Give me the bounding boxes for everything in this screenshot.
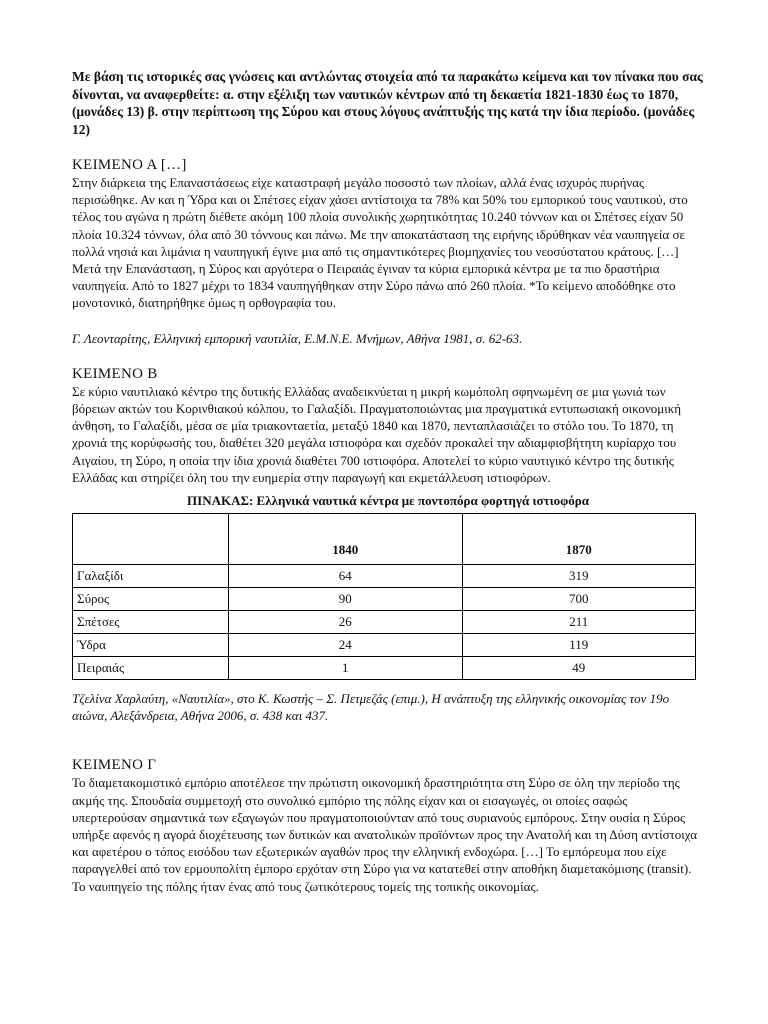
exam-question: Με βάση τις ιστορικές σας γνώσεις και αντλώντας στοιχεία από τα παρακάτω κείμενα και τον πίνακα που σας δίνονται, να αναφερθείτε: α. στην εξέλιξη των ναυτικών κέντρων από τη δεκαετία 1821-1830 έως το 1870, (μονάδες 13) β. στην περίπτωση της Σύρου και στους λόγους ανάπτυξής της κατά την ίδια περίοδο. (μονάδες 12) bbox=[72, 69, 703, 137]
text-c-section bbox=[72, 756, 704, 894]
table-row bbox=[73, 634, 696, 657]
table-cell-1840: 90 bbox=[229, 588, 463, 611]
text-c-title: ΚΕΙΜΕΝΟ Γ bbox=[72, 757, 157, 774]
table-cell-1840: 24 bbox=[229, 634, 463, 657]
table-cell-1870: 49 bbox=[462, 657, 696, 680]
table-row bbox=[73, 588, 696, 611]
naval-centers-table bbox=[72, 513, 696, 680]
table-cell-1840: 26 bbox=[229, 611, 463, 634]
text-c-body: Το διαμετακομιστικό εμπόριο αποτέλεσε την πρώτιστη οικονομική δραστηριότητα στη Σύρο σε όλη την περίοδο της ακμής της. Σπουδαία συμμετοχή στο συνολικό εμπόριο της πόλης είχαν και οι εισαγωγές, οι οποίες σαφώς υπερτερούσαν σημαντικά των εξαγωγών που πραγματοποιούνταν από τους συριανούς εμπόρους. Στην ουσία η Σύρος υπήρξε αφενός η αγορά διοχέτευσης των δυτικών και ανατολικών προϊόντων προς την Ανατολή και τη Δύση αντίστοιχα και αφετέρου ο τόπος εισόδου των εξωτερικών αγαθών προς την ελληνική ενδοχώρα. […] Το εμπόρευμα που είχε παραγγελθεί από τον ερμουπολίτη έμπορο ερχόταν στη Σύρο για να κατατεθεί στην αποθήκη διαμετακόμισης (transit). Το ναυπηγείο της πόλης ήταν ένας από τους ζωτικότερους τομείς της τοπικής οικονομίας. bbox=[72, 775, 698, 894]
table-cell-place: Σύρος bbox=[73, 588, 229, 611]
table-header-1840: 1840 bbox=[229, 514, 463, 565]
table-cell-1870: 119 bbox=[462, 634, 696, 657]
text-a-title: ΚΕΙΜΕΝΟ Α […] bbox=[72, 157, 187, 173]
table-cell-place: Γαλαξίδι bbox=[73, 565, 229, 588]
table-row bbox=[73, 657, 696, 680]
table-header-1870: 1870 bbox=[462, 514, 696, 565]
table-cell-place: Σπέτσες bbox=[73, 611, 229, 634]
table-section bbox=[72, 492, 704, 724]
table-cell-1870: 211 bbox=[462, 611, 696, 634]
text-b-section bbox=[72, 365, 704, 486]
table-row bbox=[73, 565, 696, 588]
text-a-section bbox=[72, 156, 704, 347]
document-page bbox=[72, 68, 704, 895]
table-cell-1840: 1 bbox=[229, 657, 463, 680]
text-a-body: Στην διάρκεια της Επαναστάσεως είχε καταστραφή μεγάλο ποσοστό των πλοίων, αλλά ένας ισχυρός πυρήνας περισώθηκε. Αν και η Ύδρα και οι Σπέτσες είχαν χάσει αντίστοιχα τα 78% και 50% του εμπορικού τους ναυτικού, στο τέλος του αγώνα η πρώτη διέθετε ακόμη 100 πλοία συνολικής χωρητικότητας 10.240 τόννων και οι Σπέτσες είχαν 50 πλοία 10.324 τόννων, όλα από 30 τόννους και πάνω. Με την αποκατάσταση της ειρήνης ιδρύθηκαν νέα ναυπηγεία σε πολλά νησιά και λιμάνια η ναυπηγική έγινε μια από τις σημαντικότερες βιομηχανίες του νεοσύστατου κράτους. […] Μετά την Επανάσταση, η Σύρος και αργότερα ο Πειραιάς έγιναν τα κύρια εμπορικά κέντρα με τα πιο δραστήρια ναυπηγεία. Από το 1827 μέχρι το 1834 ναυπηγήθηκαν στην Σύρο πάνω από 260 πλοία. *Το κείμενο αποδόθηκε στο μονοτονικό, διατηρήθηκε όμως η ορθογραφία του. bbox=[72, 175, 688, 311]
table-cell-1870: 700 bbox=[462, 588, 696, 611]
table-row bbox=[73, 611, 696, 634]
table-header-row bbox=[73, 514, 696, 565]
table-corner-cell bbox=[73, 514, 229, 565]
table-cell-1870: 319 bbox=[462, 565, 696, 588]
table-citation: Τζελίνα Χαρλαύτη, «Ναυτιλία», στο Κ. Κωστής – Σ. Πετμεζάς (επιμ.), Η ανάπτυξη της ελληνικής οικονομίας τον 19ο αιώνα, Αλεξάνδρεια, Αθήνα 2006, σ. 438 και 437. bbox=[72, 691, 670, 724]
text-a-citation: Γ. Λεονταρίτης, Ελληνική εμπορική ναυτιλία, Ε.Μ.Ν.Ε. Μνήμων, Αθήνα 1981, σ. 62-63. bbox=[72, 330, 523, 346]
table-cell-place: Πειραιάς bbox=[73, 657, 229, 680]
table-cell-1840: 64 bbox=[229, 565, 463, 588]
table-cell-place: Ύδρα bbox=[73, 634, 229, 657]
text-b-title: ΚΕΙΜΕΝΟ Β bbox=[72, 365, 158, 382]
table-title: ΠΙΝΑΚΑΣ: Ελληνικά ναυτικά κέντρα με ποντοπόρα φορτηγά ιστιοφόρα bbox=[187, 493, 589, 509]
text-b-body: Σε κύριο ναυτιλιακό κέντρο της δυτικής Ελλάδας αναδεικνύεται η μικρή κωμόπολη σφηνωμένη σε μια γωνιά των βόρειων ακτών του Κορινθιακού κόλπου, το Γαλαξίδι. Πραγματοποιώντας μια πραγματικά εντυπωσιακή οικονομική άνθηση, το Γαλαξίδι, μέσα σε μία τριακονταετία, μεταξύ 1840 και 1870, πενταπλασιάζει το στόλο του. Το 1870, τη χρονιά της κορύφωσής του, διαθέτει 320 μεγάλα ιστιοφόρα και σχεδόν προκαλεί την αδιαμφισβήτητη κυρίαρχο του Αιγαίου, τη Σύρο, η οποία την ίδια χρονιά διαθέτει 700 ιστιοφόρα. Αποτελεί το κύριο ναυτιγικό κέντρο της δυτικής Ελλάδας και στηρίζει όλη του την ευημερία στην παραγωγή και εκμετάλλευση ιστιοφόρων. bbox=[72, 383, 682, 485]
